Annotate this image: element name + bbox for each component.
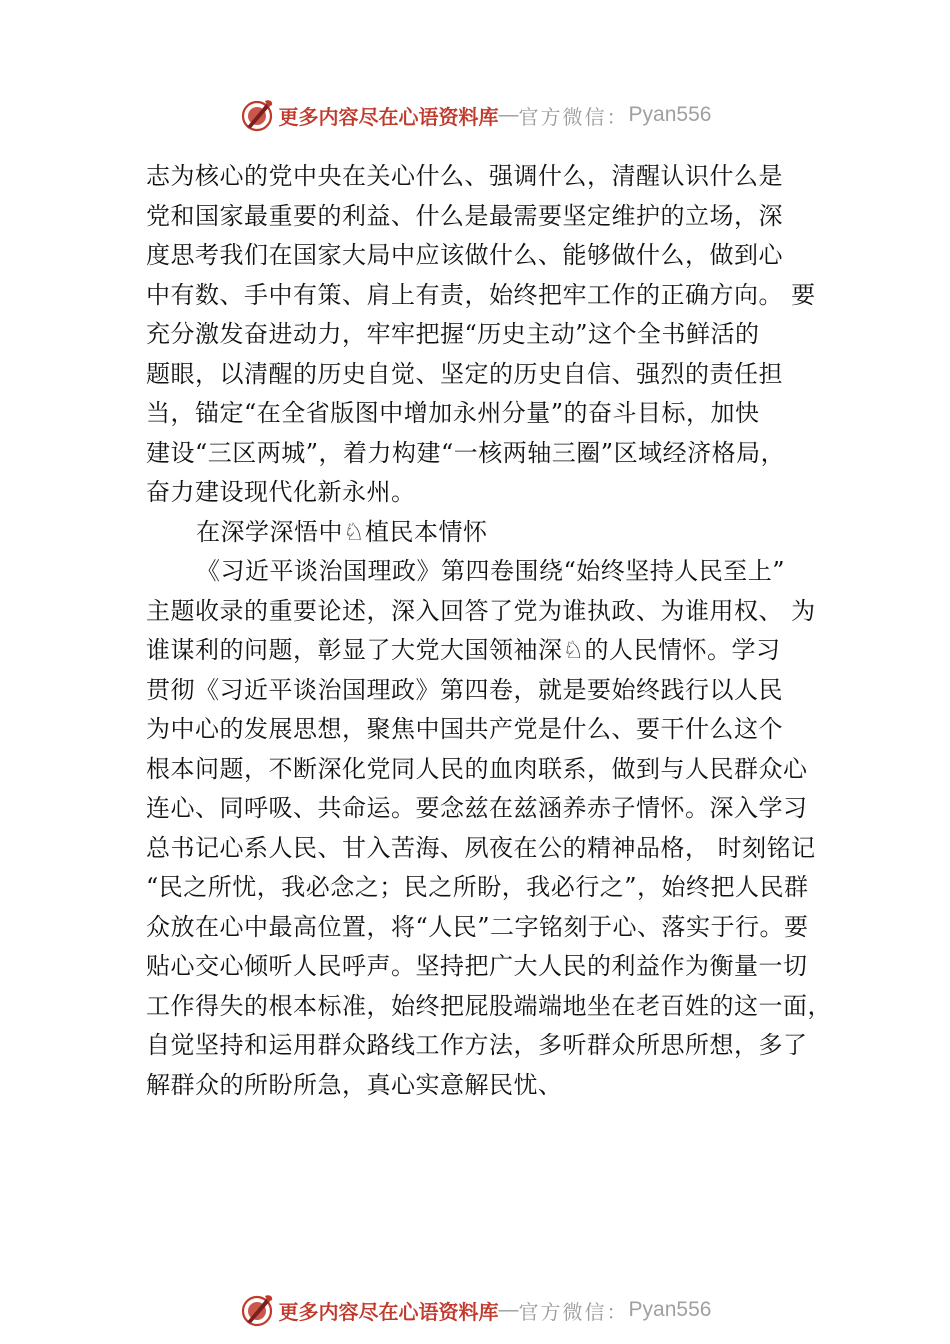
text-line: 根本问题，不断深化党同人民的血肉联系，做到与人民群众心 [146,754,808,783]
section-heading: 在深学深悟中♘植民本情怀 [196,517,488,546]
quill-seal-icon [239,97,275,133]
text-line: 为中心的发展思想，聚焦中国共产党是什么、要干什么这个 [146,715,783,743]
text-line: 中有数、手中有策、肩上有责，始终把牢工作的正确方向。 要 [146,280,816,309]
text-line: 奋力建设现代化新永州。 [146,478,416,506]
text-line: 《习近平谈治国理政》第四卷围绕“始终坚持人民至上” [196,557,786,585]
text-line: 度思考我们在国家大局中应该做什么、能够做什么，做到心 [146,241,783,269]
watermark-label: 官方微信： [518,1299,629,1324]
watermark-label: 官方微信： [518,104,629,129]
text-line: 贴心交心倾听人民呼声。坚持把广大人民的利益作为衡量一切 [146,952,808,980]
text-line: 工作得失的根本标准，始终把屁股端端地坐在老百姓的这一面， [146,991,832,1020]
document-body [146,157,832,1105]
text-line: 志为核心的党中央在关心什么、强调什么，清醒认识什么是 [146,162,783,190]
watermark-dash: — [498,103,519,126]
text-line: “民之所忧，我必念之；民之所盼，我必行之”，始终把人民群 [146,873,809,901]
text-line: 建设“三区两城”，着力构建“一核两轴三圈”区域经济格局， [146,438,786,467]
text-line: 众放在心中最高位置，将“人民”二字铭刻于心、落实于行。要 [146,912,809,941]
text-line: 主题收录的重要论述，深入回答了党为谁执政、为谁用权、 为 [146,596,816,625]
text-line: 当，锚定“在全省版图中增加永州分量”的奋斗目标，加快 [146,399,760,427]
text-line: 充分激发奋进动力，牢牢把握“历史主动”这个全书鲜活的 [146,320,760,348]
text-line: 题眼，以清醒的历史自觉、坚定的历史自信、强烈的责任担 [146,359,783,388]
watermark-main-text: 更多内容尽在心语资料库 [278,104,499,129]
watermark-main-text: 更多内容尽在心语资料库 [278,1299,499,1324]
footer-watermark [0,1290,950,1330]
header-watermark [0,95,950,135]
text-line: 自觉坚持和运用群众路线工作方法，多听群众所思所想，多了 [146,1031,808,1059]
text-line: 党和国家最重要的利益、什么是最需要坚定维护的立场，深 [146,201,783,230]
text-line: 总书记心系人民、甘入苦海、夙夜在公的精神品格， 时刻铭记 [146,833,816,862]
watermark-wechat-id: Pyan556 [628,103,712,126]
text-line: 解群众的所盼所急，真心实意解民忧、 [146,1070,563,1099]
text-line: 谁谋利的问题，彰显了大党大国领袖深♘的人民情怀。学习 [146,636,781,664]
watermark-dash: — [498,1298,519,1321]
quill-seal-icon [239,1292,275,1328]
text-line: 贯彻《习近平谈治国理政》第四卷，就是要始终践行以人民 [146,675,783,704]
watermark-wechat-id: Pyan556 [628,1298,712,1321]
text-line: 连心、同呼吸、共命运。要念兹在兹涵养赤子情怀。深入学习 [146,794,808,822]
